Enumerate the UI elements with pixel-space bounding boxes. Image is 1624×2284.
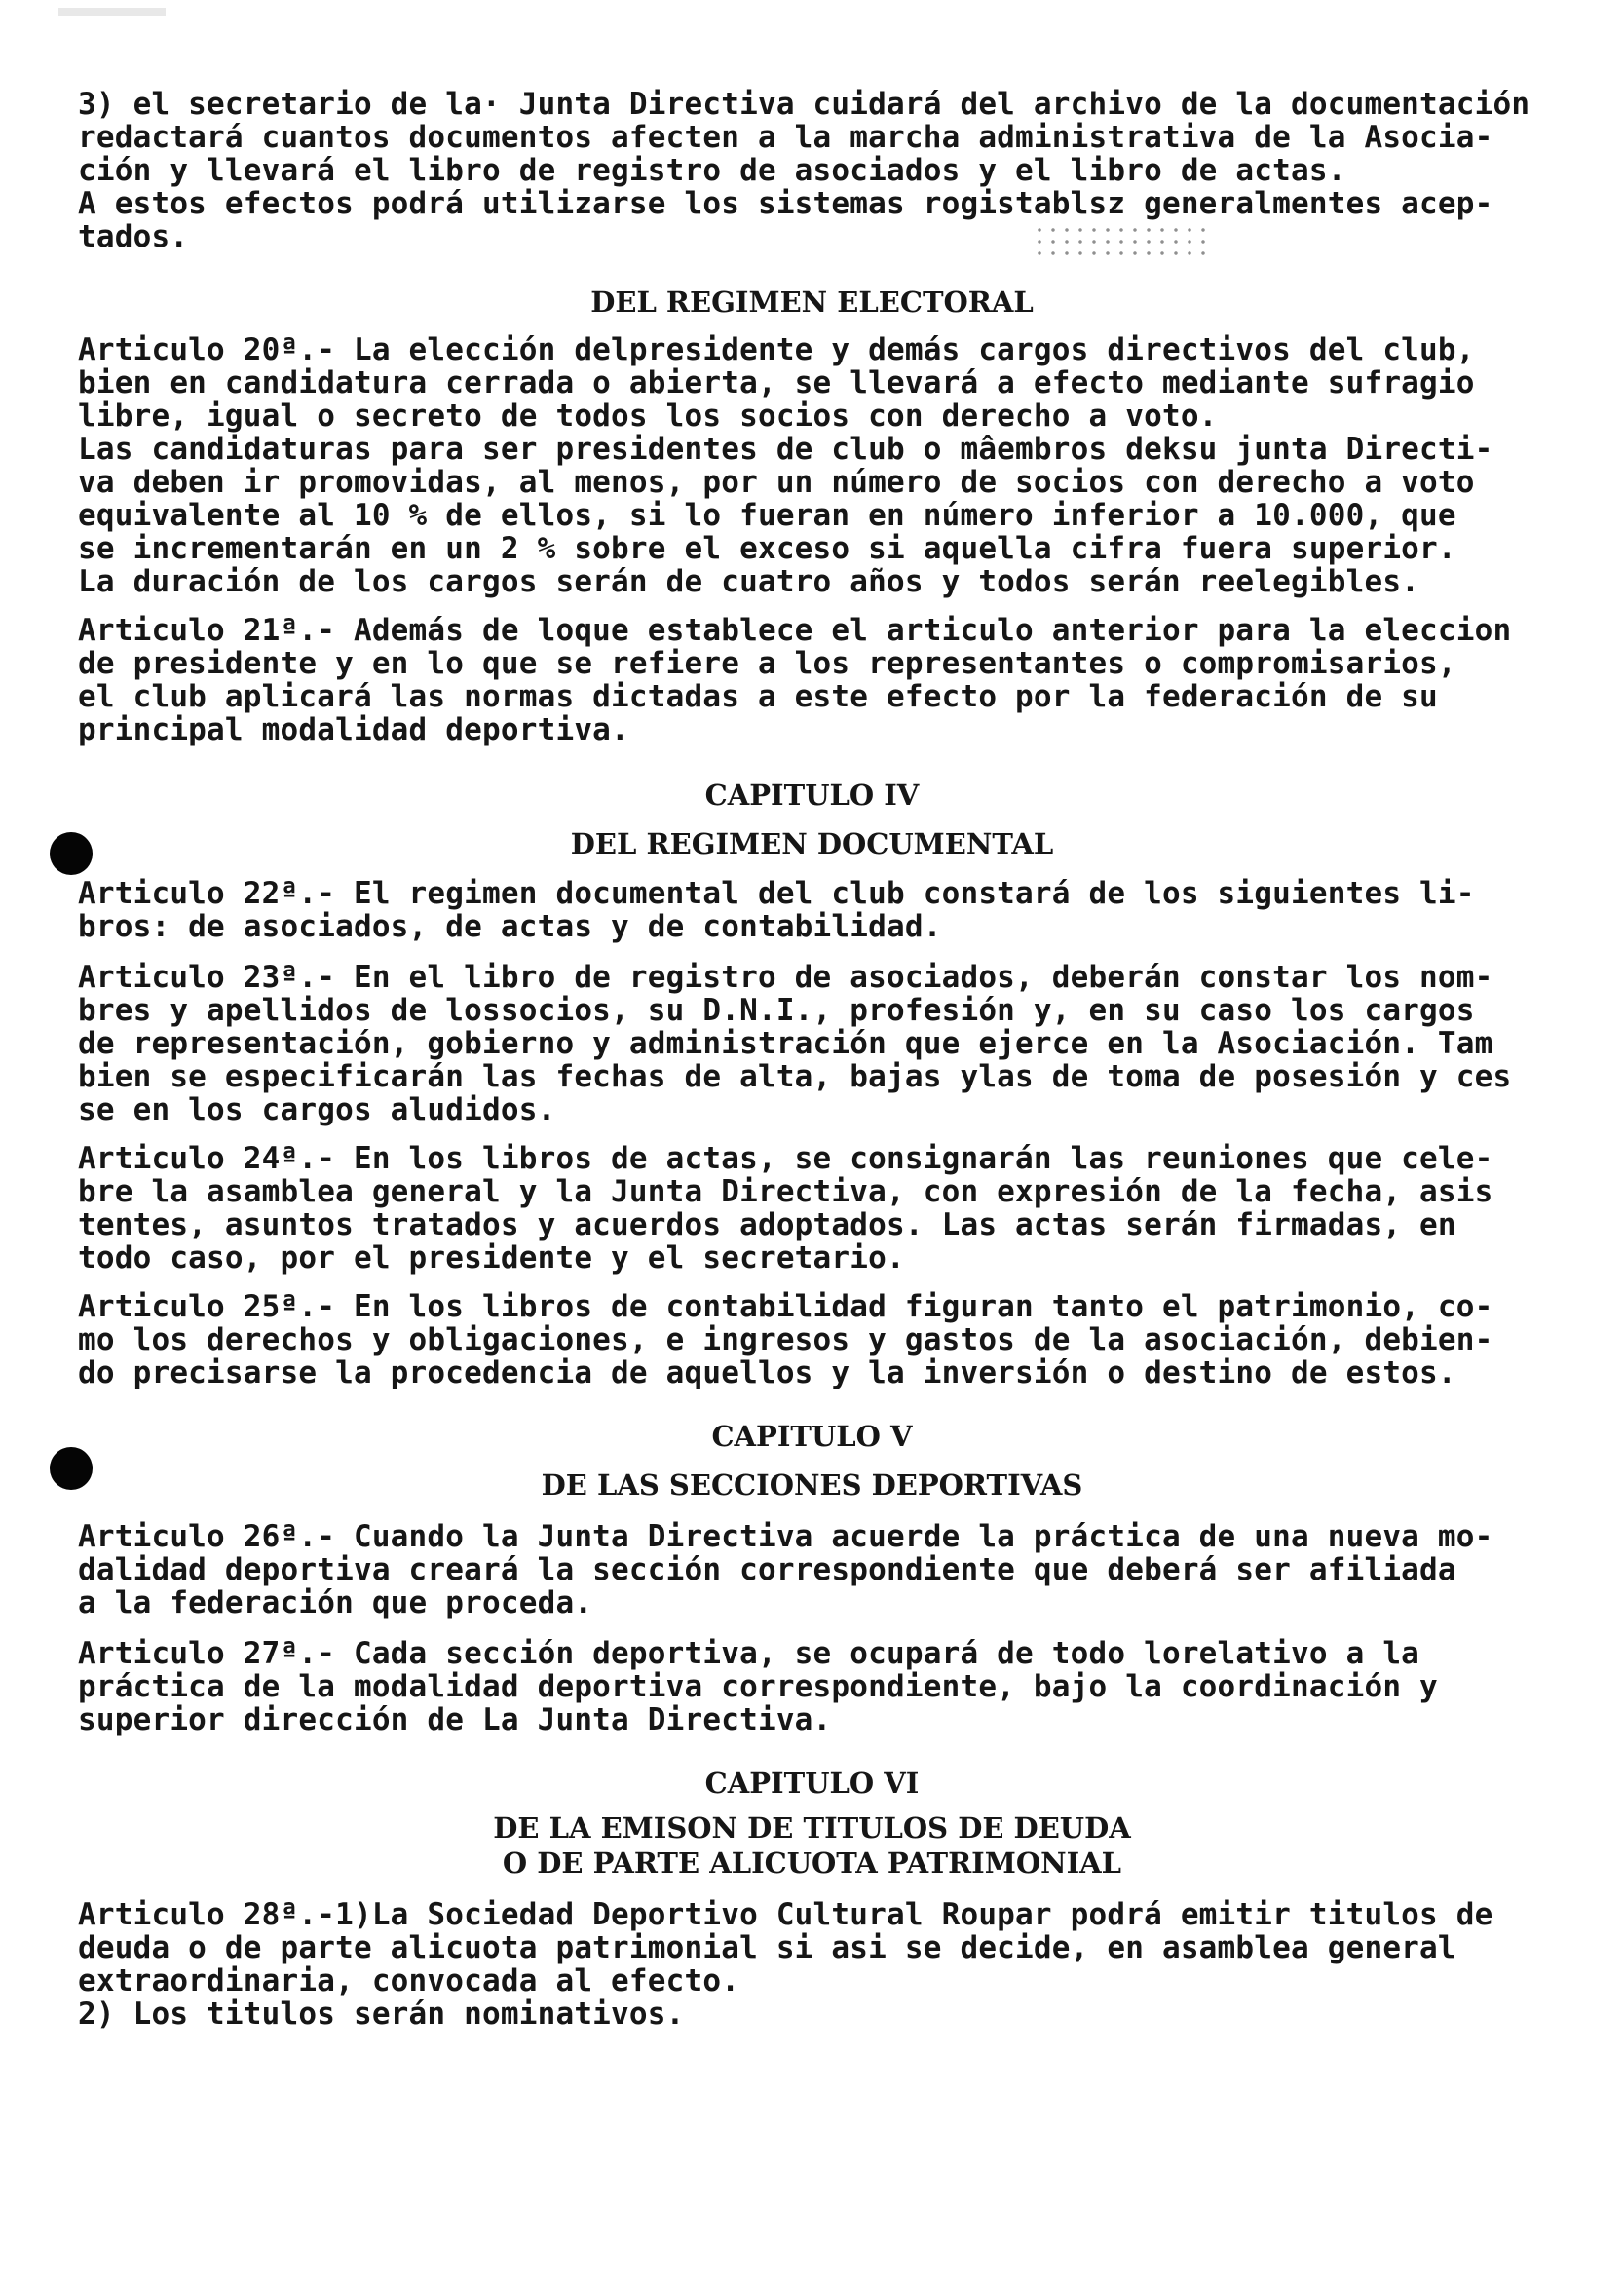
heading-capitulo-v: CAPITULO V (711, 1420, 913, 1453)
text-line: Articulo 28ª.-1)La Sociedad Deportivo Cultural Roupar podrá emitir titulos de (78, 1897, 1493, 1932)
text-line: de presidente y en lo que se refiere a los representantes o compromisarios, (78, 646, 1456, 681)
text-line: ción y llevará el libro de registro de asociados y el libro de actas. (78, 153, 1346, 188)
heading-regimen-electoral: DEL REGIMEN ELECTORAL (590, 286, 1034, 319)
scan-smudge-top (58, 8, 166, 16)
text-line: 3) el secretario de la· Junta Directiva cuidará del archivo de la documentación (78, 87, 1530, 122)
text-line: se en los cargos aludidos. (78, 1092, 556, 1127)
text-line: Articulo 25ª.- En los libros de contabilidad figuran tanto el patrimonio, co- (78, 1289, 1493, 1324)
text-line: extraordinaria, convocada al efecto. (78, 1963, 740, 1998)
text-line: bre la asamblea general y la Junta Directiva, con expresión de la fecha, asis (78, 1174, 1493, 1209)
text-line: de representación, gobierno y administración que ejerce en la Asociación. Tam (78, 1026, 1493, 1061)
heading-regimen-documental: DEL REGIMEN DOCUMENTAL (570, 827, 1054, 860)
text-line: tados. (78, 219, 189, 254)
text-line: se incrementarán en un 2 % sobre el exceso si aquella cifra fuera superior. (78, 531, 1456, 566)
text-line: práctica de la modalidad deportiva correspondiente, bajo la coordinación y (78, 1669, 1438, 1704)
text-line: bien en candidatura cerrada o abierta, se llevará a efecto mediante sufragio (78, 365, 1475, 400)
text-line: bien se especificarán las fechas de alta, bajas ylas de toma de posesión y ces (78, 1059, 1512, 1094)
text-line: do precisarse la procedencia de aquellos y la inversión o destino de estos. (78, 1355, 1456, 1390)
text-line: bros: de asociados, de actas y de contabilidad. (78, 909, 942, 944)
text-line: redactará cuantos documentos afecten a la marcha administrativa de la Asocia- (78, 120, 1493, 155)
text-line: tentes, asuntos tratados y acuerdos adoptados. Las actas serán firmadas, en (78, 1207, 1456, 1242)
text-line: Articulo 24ª.- En los libros de actas, se consignarán las reuniones que cele- (78, 1141, 1493, 1176)
text-line: todo caso, por el presidente y el secretario. (78, 1240, 905, 1275)
text-line: Articulo 26ª.- Cuando la Junta Directiva acuerde la práctica de una nueva mo- (78, 1519, 1493, 1554)
heading-emision-line-2: O DE PARTE ALICUOTA PATRIMONIAL (502, 1846, 1122, 1880)
text-line: La duración de los cargos serán de cuatro años y todos serán reelegibles. (78, 564, 1420, 599)
text-line: dalidad deportiva creará la sección correspondiente que deberá ser afiliada (78, 1552, 1456, 1587)
text-line: Articulo 23ª.- En el libro de registro de asociados, deberán constar los nom- (78, 960, 1493, 995)
text-line: libre, igual o secreto de todos los socios con derecho a voto. (78, 399, 1218, 434)
text-line: principal modalidad deportiva. (78, 712, 629, 747)
text-line: Las candidaturas para ser presidentes de club o mâembros deksu junta Directi- (78, 432, 1493, 467)
text-line: superior dirección de La Junta Directiva. (78, 1702, 832, 1737)
heading-capitulo-vi: CAPITULO VI (704, 1767, 920, 1800)
text-line: Articulo 22ª.- El regimen documental del club constará de los siguientes li- (78, 876, 1475, 911)
text-line: el club aplicará las normas dictadas a este efecto por la federación de su (78, 679, 1438, 714)
text-line: a la federación que proceda. (78, 1585, 593, 1620)
text-line: Articulo 27ª.- Cada sección deportiva, se ocupará de todo lorelativo a la (78, 1636, 1420, 1671)
heading-secciones-deportivas: DE LAS SECCIONES DEPORTIVAS (541, 1468, 1083, 1502)
text-line: mo los derechos y obligaciones, e ingresos y gastos de la asociación, debien- (78, 1322, 1493, 1357)
text-line: bres y apellidos de lossocios, su D.N.I., profesión y, en su caso los cargos (78, 993, 1475, 1028)
text-line: equivalente al 10 % de ellos, si lo fueran en número inferior a 10.000, que (78, 498, 1456, 533)
text-line: va deben ir promovidas, al menos, por un número de socios con derecho a voto (78, 465, 1475, 500)
text-line: Articulo 21ª.- Además de loque establece el articulo anterior para la eleccion (78, 613, 1512, 648)
heading-emision-line-1: DE LA EMISON DE TITULOS DE DEUDA (493, 1811, 1131, 1845)
text-line: Articulo 20ª.- La elección delpresidente y demás cargos directivos del club, (78, 332, 1475, 367)
text-line: A estos efectos podrá utilizarse los sistemas rogistablsz generalmentes acep- (78, 186, 1493, 221)
heading-capitulo-iv: CAPITULO IV (704, 779, 920, 812)
text-line: 2) Los titulos serán nominativos. (78, 1997, 685, 2032)
text-line: deuda o de parte alicuota patrimonial si asi se decide, en asamblea general (78, 1930, 1456, 1965)
